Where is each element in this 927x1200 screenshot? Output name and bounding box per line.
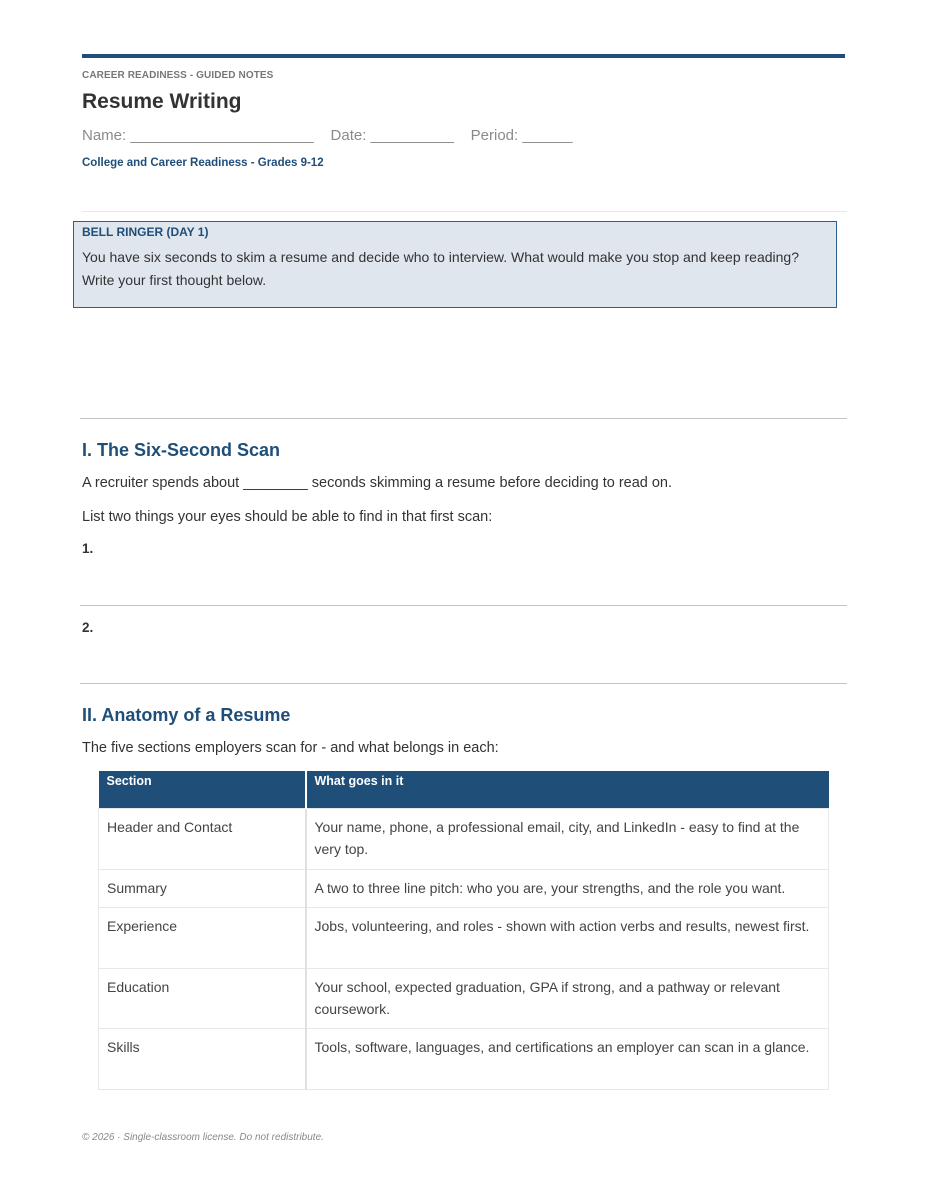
top-rule	[82, 54, 845, 58]
table-row	[99, 907, 829, 968]
student-info-line: Name: ______________________ Date: __________ Period: ______	[82, 127, 573, 144]
table-header-row	[99, 771, 829, 808]
table-cell-description: Your school, expected graduation, GPA if strong, and a pathway or relevant coursework.	[306, 968, 829, 1028]
column-header-section: Section	[99, 771, 306, 808]
section-2-title: II. Anatomy of a Resume	[82, 705, 291, 725]
table-cell-description: A two to three line pitch: who you are, your strengths, and the role you want.	[306, 869, 829, 907]
answer-line-1	[80, 605, 847, 606]
answer-item-2-number: 2.	[82, 620, 94, 635]
section-1-title: I. The Six-Second Scan	[82, 440, 281, 460]
section-1-fill-blank: A recruiter spends about ________ seconds skimming a resume before deciding to read on.	[82, 475, 673, 491]
section-2-intro: The five sections employers scan for - and what belongs in each:	[82, 740, 499, 756]
table-cell-description: Tools, software, languages, and certifications an employer can scan in a glance.	[306, 1028, 829, 1089]
table-cell-section: Skills	[99, 1028, 306, 1089]
table-row	[99, 1028, 829, 1089]
section-divider	[80, 418, 847, 419]
header-divider	[82, 211, 847, 212]
table-row	[99, 869, 829, 907]
table-row	[99, 808, 829, 869]
table-cell-section: Header and Contact	[99, 808, 306, 869]
course-subtitle: College and Career Readiness - Grades 9-12	[82, 157, 324, 169]
anatomy-table	[98, 771, 829, 1090]
section-divider	[80, 683, 847, 684]
doc-eyebrow: CAREER READINESS - GUIDED NOTES	[82, 70, 274, 81]
bell-ringer-prompt: You have six seconds to skim a resume and decide who to interview. What would make you stop and keep reading? Write your first thought below.	[82, 249, 800, 288]
license-footer: © 2026 · Single-classroom license. Do not redistribute.	[82, 1132, 324, 1143]
table-cell-description: Your name, phone, a professional email, city, and LinkedIn - easy to find at the very top.	[306, 808, 829, 869]
bell-ringer-label: BELL RINGER (DAY 1)	[82, 225, 209, 239]
answer-item-1-number: 1.	[82, 541, 94, 556]
section-1-prompt: List two things your eyes should be able to find in that first scan:	[82, 509, 493, 525]
table-cell-section: Experience	[99, 907, 306, 968]
column-header-contents: What goes in it	[306, 771, 829, 808]
table-cell-description: Jobs, volunteering, and roles - shown with action verbs and results, newest first.	[306, 907, 829, 968]
page-title: Resume Writing	[82, 90, 242, 113]
table-row	[99, 968, 829, 1028]
table-cell-section: Education	[99, 968, 306, 1028]
table-cell-section: Summary	[99, 869, 306, 907]
